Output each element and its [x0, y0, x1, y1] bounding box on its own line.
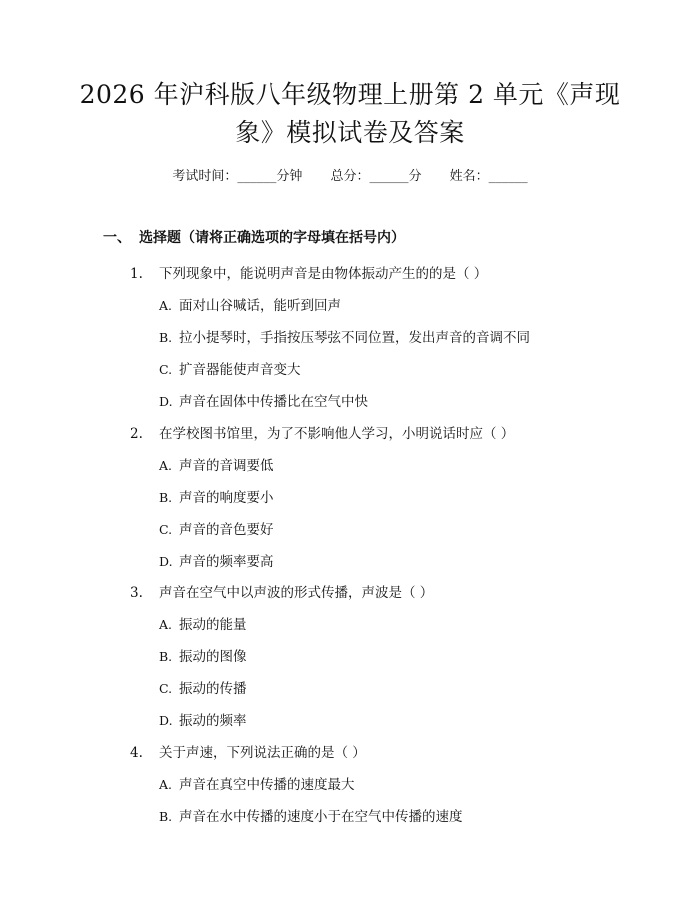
question-text: 关于声速，下列说法正确的是（ ）	[159, 745, 366, 761]
student-name-field: 姓名：______	[449, 169, 528, 184]
option-letter: C.	[159, 362, 173, 377]
option-letter: C.	[159, 681, 173, 696]
option-text: 扩音器能使声音变大	[179, 362, 301, 378]
question-2-option-a	[159, 456, 274, 476]
option-text: 振动的图像	[179, 649, 247, 665]
option-text: 声音在固体中传播比在空气中快	[179, 394, 368, 410]
question-1-option-d	[159, 392, 368, 412]
question-4-stem	[130, 743, 366, 763]
option-text: 声音在水中传播的速度小于在空气中传播的速度	[179, 809, 463, 825]
document-title: 2026 年沪科版八年级物理上册第 2 单元《声现象》模拟试卷及答案	[79, 80, 621, 147]
option-text: 声音在真空中传播的速度最大	[179, 777, 355, 793]
option-letter: A.	[159, 458, 173, 473]
question-1-option-a	[159, 296, 341, 316]
exam-time-field: 考试时间：______分钟	[172, 169, 303, 184]
total-score-field: 总分：______分	[330, 169, 422, 184]
option-letter: B.	[159, 809, 173, 824]
question-3-option-b	[159, 647, 247, 667]
question-text: 下列现象中，能说明声音是由物体振动产生的的是（ ）	[159, 266, 488, 282]
option-letter: B.	[159, 490, 173, 505]
question-3-stem	[130, 583, 433, 603]
option-text: 拉小提琴时，手指按压琴弦不同位置，发出声音的音调不同	[179, 330, 530, 346]
option-text: 声音的响度要小	[179, 490, 274, 506]
question-number: 4.	[130, 745, 143, 761]
question-1-option-c	[159, 360, 301, 380]
option-letter: D.	[159, 554, 173, 569]
option-text: 振动的频率	[179, 713, 247, 729]
question-1-option-b	[159, 328, 530, 348]
question-2-stem	[130, 424, 514, 444]
option-letter: B.	[159, 330, 173, 345]
question-2-option-d	[159, 552, 274, 572]
section-title: 选择题（请将正确选项的字母填在括号内）	[139, 230, 405, 246]
question-text: 在学校图书馆里，为了不影响他人学习，小明说话时应（ ）	[159, 426, 515, 442]
option-letter: A.	[159, 777, 173, 792]
option-text: 振动的能量	[179, 617, 247, 633]
option-text: 振动的传播	[179, 681, 247, 697]
section-number: 一、	[103, 230, 131, 246]
question-number: 2.	[130, 426, 143, 442]
option-text: 声音的音调要低	[179, 458, 274, 474]
question-3-option-d	[159, 711, 247, 731]
question-2-option-b	[159, 488, 274, 508]
question-4-option-b	[159, 807, 463, 827]
question-number: 3.	[130, 585, 143, 601]
question-4-option-a	[159, 775, 355, 795]
question-text: 声音在空气中以声波的形式传播，声波是（ ）	[159, 585, 434, 601]
question-1-stem	[130, 264, 487, 284]
option-text: 声音的音色要好	[179, 522, 274, 538]
option-letter: D.	[159, 713, 173, 728]
question-number: 1.	[130, 266, 143, 282]
option-letter: A.	[159, 617, 173, 632]
option-text: 面对山谷喊话，能听到回声	[179, 298, 341, 314]
question-3-option-c	[159, 679, 247, 699]
option-text: 声音的频率要高	[179, 554, 274, 570]
option-letter: C.	[159, 522, 173, 537]
option-letter: A.	[159, 298, 173, 313]
question-3-option-a	[159, 615, 247, 635]
option-letter: D.	[159, 394, 173, 409]
option-letter: B.	[159, 649, 173, 664]
question-2-option-c	[159, 520, 274, 540]
